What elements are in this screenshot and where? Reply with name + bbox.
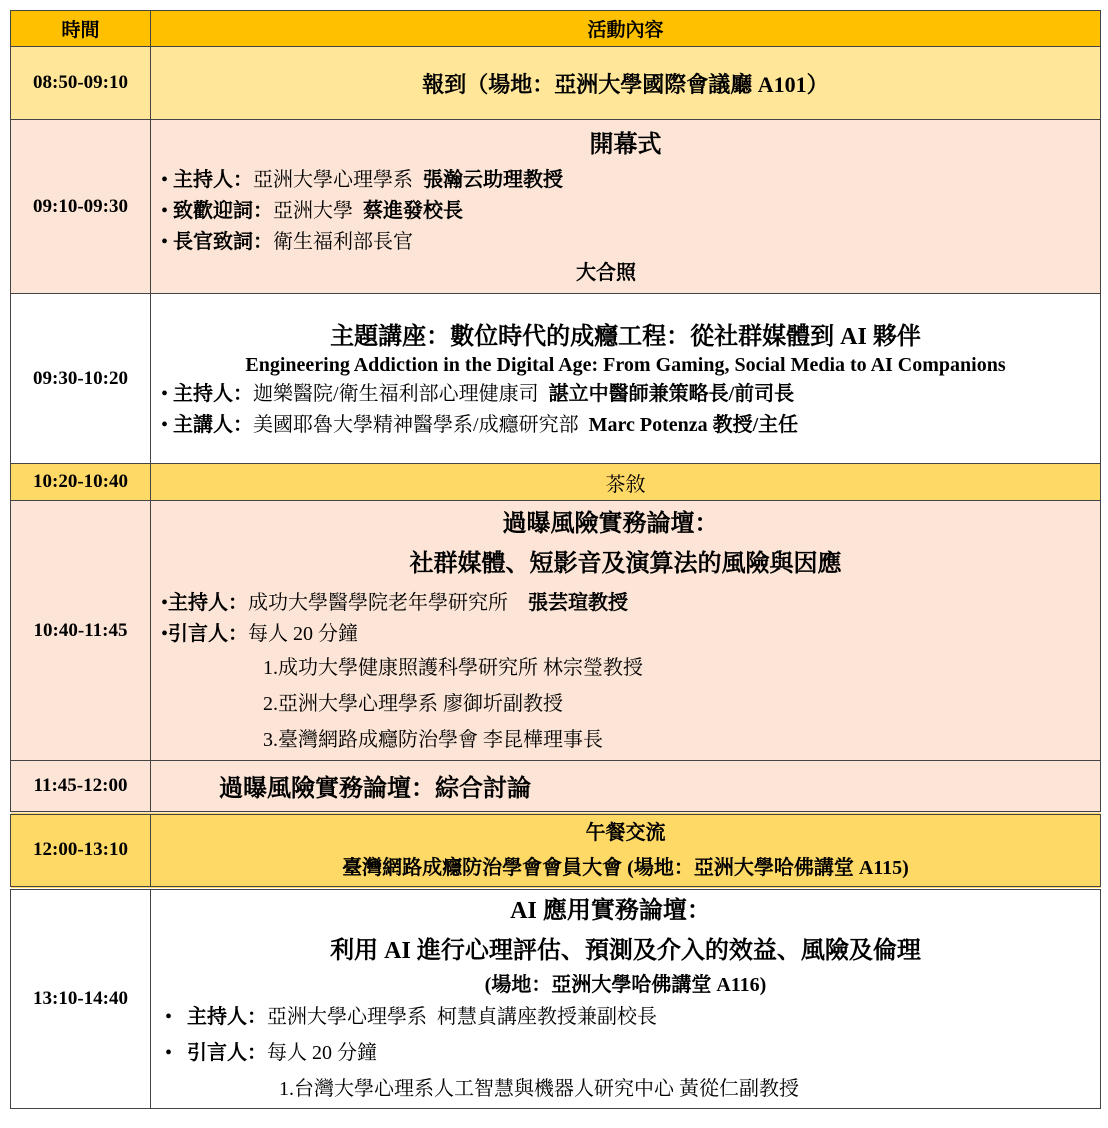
schedule-row xyxy=(11,294,1101,464)
activity-title: 主題講座：數位時代的成癮工程：從社群媒體到 AI 夥伴 xyxy=(330,324,921,350)
activity-title: AI 應用實務論壇： xyxy=(510,897,711,924)
list-item: • 主持人：亞洲大學心理學系 柯慧貞講座教授兼副校長 xyxy=(165,1005,658,1028)
header-row xyxy=(11,11,1101,47)
speaker-item: 3.臺灣網路成癮防治學會 李昆樺理事長 xyxy=(263,728,603,751)
time-cell: 09:10-09:30 xyxy=(11,120,151,294)
group-photo-label: 大合照 xyxy=(576,262,636,284)
activity-subtitle: 臺灣網路成癮防治學會會員大會 (場地：亞洲大學哈佛講堂 A115) xyxy=(342,857,909,879)
schedule-row xyxy=(11,888,1101,1109)
activity-title: 開幕式 xyxy=(589,132,662,158)
time-cell: 09:30-10:20 xyxy=(11,294,151,464)
venue-label: (場地：亞洲大學哈佛講堂 A116) xyxy=(484,973,767,996)
speaker-item: 1.成功大學健康照護科學研究所 林宗瑩教授 xyxy=(263,656,643,679)
content-header: 活動內容 xyxy=(151,11,1101,47)
activity-title: 報到（場地：亞洲大學國際會議廳 A101） xyxy=(151,47,1101,120)
schedule-row xyxy=(11,501,1101,761)
time-header: 時間 xyxy=(11,11,151,47)
time-cell: 08:50-09:10 xyxy=(11,47,151,120)
schedule-row xyxy=(11,761,1101,813)
activity-cell xyxy=(151,501,1101,761)
time-cell: 10:20-10:40 xyxy=(11,464,151,501)
activity-cell xyxy=(151,294,1101,464)
list-item: • 主持人：亞洲大學心理學系 張瀚云助理教授 xyxy=(161,169,564,191)
list-item: • 主講人：美國耶魯大學精神醫學系/成癮研究部 Marc Potenza 教授/主任 xyxy=(161,414,799,436)
speaker-item: 2.亞洲大學心理學系 廖御圻副教授 xyxy=(263,692,563,715)
activity-cell xyxy=(151,888,1101,1109)
activity-title: 過曝風險實務論壇：綜合討論 xyxy=(151,761,1101,813)
list-item: • 主持人：迦樂醫院/衛生福利部心理健康司 諶立中醫師兼策略長/前司長 xyxy=(161,383,795,405)
activity-title: 過曝風險實務論壇： xyxy=(502,510,719,537)
time-cell: 10:40-11:45 xyxy=(11,501,151,761)
list-item: • 引言人：每人 20 分鐘 xyxy=(165,1041,378,1064)
activity-cell xyxy=(151,813,1101,888)
schedule-row xyxy=(11,813,1101,888)
list-item: •引言人：每人 20 分鐘 xyxy=(161,622,359,645)
speaker-item: 1.台灣大學心理系人工智慧與機器人研究中心 黃從仁副教授 xyxy=(279,1077,799,1100)
activity-subtitle: 利用 AI 進行心理評估、預測及介入的效益、風險及倫理 xyxy=(330,937,921,964)
list-item: •主持人：成功大學醫學院老年學研究所 張芸瑄教授 xyxy=(161,591,629,614)
schedule-row xyxy=(11,464,1101,501)
activity-subtitle: Engineering Addiction in the Digital Age: From Gaming, Social Media to AI Companions xyxy=(245,354,1006,376)
schedule-row xyxy=(11,120,1101,294)
list-item: • 致歡迎詞：亞洲大學 蔡進發校長 xyxy=(161,200,464,222)
list-item: • 長官致詞：衛生福利部長官 xyxy=(161,231,414,253)
time-cell: 13:10-14:40 xyxy=(11,888,151,1109)
activity-subtitle: 社群媒體、短影音及演算法的風險與因應 xyxy=(409,550,842,577)
activity-cell xyxy=(151,120,1101,294)
time-cell: 12:00-13:10 xyxy=(11,813,151,888)
time-cell: 11:45-12:00 xyxy=(11,761,151,813)
schedule-row xyxy=(11,47,1101,120)
activity-title: 茶敘 xyxy=(151,464,1101,501)
schedule-table xyxy=(10,10,1101,1109)
activity-title: 午餐交流 xyxy=(585,822,666,844)
